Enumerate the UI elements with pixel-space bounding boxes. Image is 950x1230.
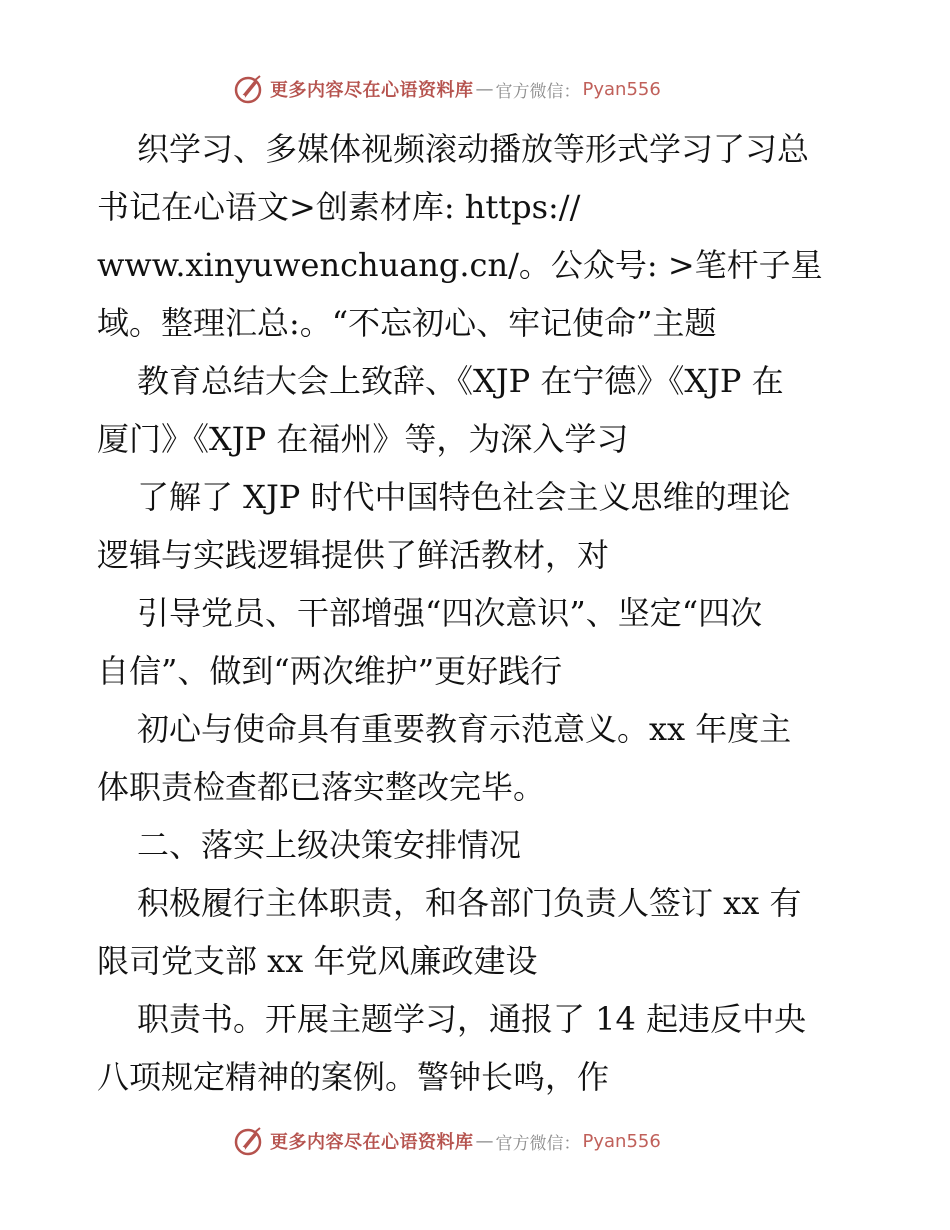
header-watermark bbox=[232, 72, 752, 106]
body-line-11: 初心与使命具有重要教育示范意义。xx 年度主 bbox=[137, 710, 792, 748]
watermark-id-text: Pyan556 bbox=[582, 1130, 661, 1152]
body-line-10: 自信”、做到“两次维护”更好践行 bbox=[97, 652, 563, 690]
watermark-main-text: 更多内容尽在心语资料库 bbox=[270, 1132, 474, 1153]
watermark-separator: — bbox=[475, 78, 494, 100]
footer-watermark bbox=[232, 1124, 752, 1158]
watermark-main-text: 更多内容尽在心语资料库 bbox=[270, 80, 474, 101]
body-line-15: 限司党支部 xx 年党风廉政建设 bbox=[97, 942, 538, 980]
section-heading: 二、落实上级决策安排情况 bbox=[137, 826, 522, 864]
body-line-5: 教育总结大会上致辞、《XJP 在宁德》《XJP 在 bbox=[137, 362, 784, 400]
watermark-sub-text: 官方微信： bbox=[495, 1133, 581, 1154]
body-line-17: 八项规定精神的案例。警钟长鸣，作 bbox=[97, 1058, 610, 1096]
body-line-7: 了解了 XJP 时代中国特色社会主义思维的理论 bbox=[137, 478, 791, 516]
quill-pen-logo-icon bbox=[232, 73, 264, 105]
body-line-9: 引导党员、干部增强“四次意识”、坚定“四次 bbox=[137, 594, 763, 632]
body-line-4: 域。整理汇总:。“不忘初心、牢记使命”主题 bbox=[97, 304, 717, 342]
body-line-8: 逻辑与实践逻辑提供了鲜活教材，对 bbox=[97, 536, 610, 574]
body-line-1: 织学习、多媒体视频滚动播放等形式学习了习总 bbox=[137, 130, 810, 168]
body-line-12: 体职责检查都已落实整改完毕。 bbox=[97, 768, 546, 806]
body-line-6: 厦门》《XJP 在福州》等，为深入学习 bbox=[97, 420, 629, 458]
watermark-sub-text: 官方微信： bbox=[495, 81, 581, 102]
quill-pen-logo-icon bbox=[232, 1125, 264, 1157]
body-line-3: www.xinyuwenchuang.cn/。公众号: >笔杆子星 bbox=[97, 246, 823, 284]
body-line-2: 书记在心语文>创素材库: https:// bbox=[97, 188, 581, 226]
watermark-separator: — bbox=[475, 1130, 494, 1152]
watermark-id-text: Pyan556 bbox=[582, 78, 661, 100]
body-line-14: 积极履行主体职责，和各部门负责人签订 xx 有 bbox=[137, 884, 802, 922]
body-line-16: 职责书。开展主题学习，通报了 14 起违反中央 bbox=[137, 1000, 807, 1038]
document-body bbox=[97, 120, 857, 1106]
